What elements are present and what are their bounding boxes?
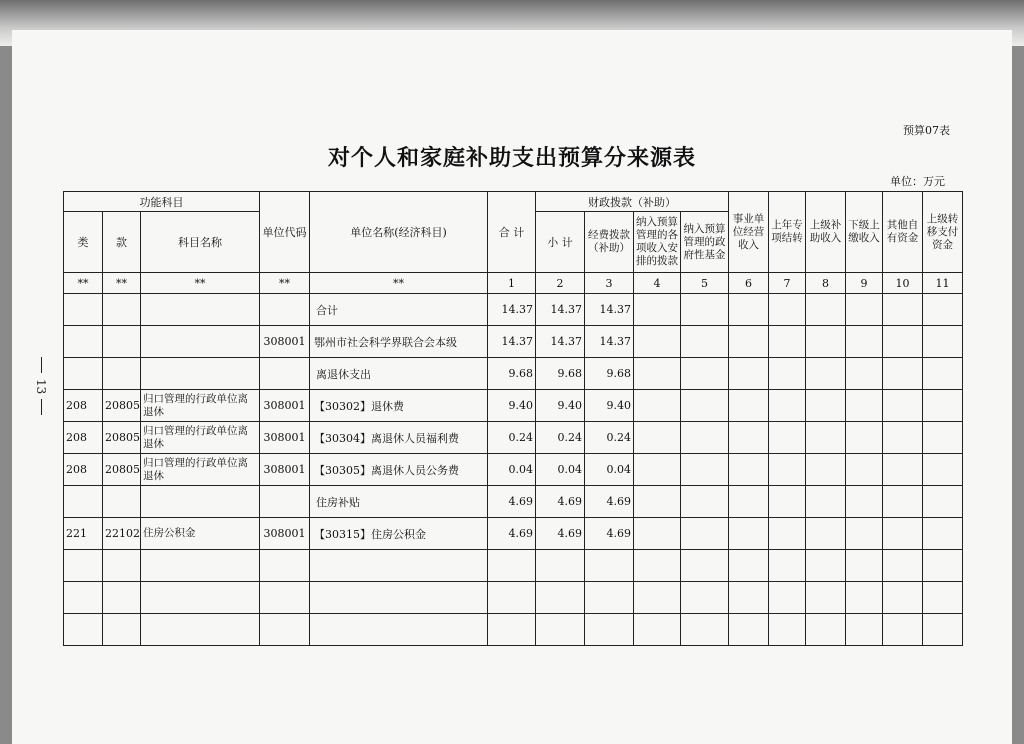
cell-code: 308001 [260, 390, 310, 422]
cell-code: 308001 [260, 326, 310, 358]
cell-empty [806, 390, 846, 422]
cell-subtotal: 4.69 [536, 518, 585, 550]
cell-lei [64, 486, 103, 518]
cell-code: 308001 [260, 422, 310, 454]
cell-empty [769, 582, 806, 614]
cell-empty [729, 390, 769, 422]
cell-empty [634, 614, 681, 646]
cell-empty [769, 358, 806, 390]
cell-empty [846, 582, 883, 614]
cell-empty [634, 358, 681, 390]
empty-row [64, 614, 963, 646]
header-lower-remit: 下级上缴收入 [846, 192, 883, 273]
cell-empty [729, 294, 769, 326]
header-business-income: 事业单位经营收入 [729, 192, 769, 273]
cell-empty [806, 326, 846, 358]
cell-empty [883, 390, 923, 422]
cell-empty [883, 518, 923, 550]
cell-empty [883, 486, 923, 518]
cell-code [260, 294, 310, 326]
column-number-cell: 10 [883, 273, 923, 294]
header-fiscal: 财政拨款（补助） [536, 192, 729, 212]
cell-kuan [103, 294, 141, 326]
cell-empty [846, 358, 883, 390]
cell-empty [846, 326, 883, 358]
cell-subtotal: 14.37 [536, 294, 585, 326]
header-unit-code: 单位代码 [260, 192, 310, 273]
cell-empty [310, 550, 488, 582]
header-upper-subsidy: 上级补助收入 [806, 192, 846, 273]
column-number-cell: ** [141, 273, 260, 294]
cell-empty [681, 550, 729, 582]
header-func-subject: 功能科目 [64, 192, 260, 212]
column-number-cell: 5 [681, 273, 729, 294]
cell-empty [585, 550, 634, 582]
cell-empty [634, 454, 681, 486]
cell-empty [883, 582, 923, 614]
cell-empty [729, 454, 769, 486]
document-title: 对个人和家庭补助支出预算分来源表 [327, 145, 696, 171]
cell-empty [769, 518, 806, 550]
cell-empty [729, 486, 769, 518]
column-number-cell: 4 [634, 273, 681, 294]
cell-empty [846, 454, 883, 486]
cell-empty [923, 486, 963, 518]
header-gov-fund: 纳入预算管理的政府性基金 [681, 212, 729, 273]
cell-empty [769, 326, 806, 358]
cell-lei [64, 294, 103, 326]
header-expense-grant: 经费拨款（补助） [585, 212, 634, 273]
cell-code: 308001 [260, 518, 310, 550]
cell-empty [806, 550, 846, 582]
cell-empty [883, 358, 923, 390]
column-number-cell: ** [64, 273, 103, 294]
cell-empty [769, 454, 806, 486]
cell-grant: 14.37 [585, 326, 634, 358]
cell-subject [141, 358, 260, 390]
cell-empty [634, 550, 681, 582]
cell-empty [846, 294, 883, 326]
cell-empty [634, 486, 681, 518]
cell-empty [846, 486, 883, 518]
cell-lei [64, 358, 103, 390]
table-row [64, 422, 963, 454]
cell-empty [585, 614, 634, 646]
header-lei: 类 [64, 212, 103, 273]
cell-kuan: 20805 [103, 422, 141, 454]
cell-empty [64, 550, 103, 582]
budget-table [63, 191, 963, 646]
cell-empty [883, 454, 923, 486]
cell-total: 14.37 [488, 326, 536, 358]
cell-empty [729, 326, 769, 358]
cell-empty [634, 326, 681, 358]
form-code: 预算07表 [903, 124, 950, 137]
cell-empty [64, 614, 103, 646]
cell-grant: 0.24 [585, 422, 634, 454]
cell-empty [806, 614, 846, 646]
cell-empty [260, 614, 310, 646]
header-prev-special: 上年专项结转 [769, 192, 806, 273]
cell-lei [64, 326, 103, 358]
table-row [64, 294, 963, 326]
cell-total: 0.24 [488, 422, 536, 454]
cell-empty [846, 518, 883, 550]
column-number-cell: 11 [923, 273, 963, 294]
cell-empty [846, 550, 883, 582]
cell-lei: 221 [64, 518, 103, 550]
cell-kuan: 20805 [103, 390, 141, 422]
cell-empty [769, 486, 806, 518]
cell-subtotal: 4.69 [536, 486, 585, 518]
cell-total: 0.04 [488, 454, 536, 486]
header-kuan: 款 [103, 212, 141, 273]
cell-grant: 0.04 [585, 454, 634, 486]
cell-lei: 208 [64, 422, 103, 454]
cell-lei: 208 [64, 454, 103, 486]
cell-kuan [103, 326, 141, 358]
cell-empty [488, 582, 536, 614]
cell-empty [634, 518, 681, 550]
cell-code [260, 358, 310, 390]
cell-kuan: 20805 [103, 454, 141, 486]
cell-empty [883, 294, 923, 326]
cell-empty [769, 422, 806, 454]
cell-empty [923, 518, 963, 550]
cell-empty [634, 390, 681, 422]
cell-total: 4.69 [488, 486, 536, 518]
cell-empty [585, 582, 634, 614]
cell-empty [923, 582, 963, 614]
cell-empty [681, 358, 729, 390]
cell-empty [883, 614, 923, 646]
cell-empty [883, 550, 923, 582]
cell-total: 14.37 [488, 294, 536, 326]
cell-name: 【30304】离退休人员福利费 [310, 422, 488, 454]
cell-empty [141, 582, 260, 614]
page-number [34, 355, 48, 417]
cell-total: 4.69 [488, 518, 536, 550]
header-unit-name: 单位名称(经济科目) [310, 192, 488, 273]
cell-empty [923, 614, 963, 646]
cell-empty [923, 454, 963, 486]
cell-empty [103, 582, 141, 614]
cell-empty [141, 550, 260, 582]
column-number-cell: ** [310, 273, 488, 294]
cell-empty [64, 582, 103, 614]
cell-subject [141, 326, 260, 358]
cell-name: 离退休支出 [310, 358, 488, 390]
cell-subtotal: 9.40 [536, 390, 585, 422]
cell-subject: 住房公积金 [141, 518, 260, 550]
cell-empty [681, 294, 729, 326]
cell-empty [923, 422, 963, 454]
cell-empty [681, 582, 729, 614]
cell-empty [806, 358, 846, 390]
cell-empty [806, 454, 846, 486]
cell-name: 住房补贴 [310, 486, 488, 518]
header-other-own: 其他自有资金 [883, 192, 923, 273]
column-number-cell: 7 [769, 273, 806, 294]
cell-subject [141, 486, 260, 518]
cell-empty [729, 550, 769, 582]
unit-label: 单位：万元 [890, 175, 945, 188]
cell-empty [103, 550, 141, 582]
cell-code: 308001 [260, 454, 310, 486]
cell-empty [729, 422, 769, 454]
cell-subtotal: 9.68 [536, 358, 585, 390]
cell-subtotal: 14.37 [536, 326, 585, 358]
cell-grant: 4.69 [585, 486, 634, 518]
header-total: 合 计 [488, 192, 536, 273]
cell-empty [634, 422, 681, 454]
cell-empty [883, 326, 923, 358]
cell-total: 9.68 [488, 358, 536, 390]
cell-total: 9.40 [488, 390, 536, 422]
cell-subtotal: 0.04 [536, 454, 585, 486]
cell-empty [923, 294, 963, 326]
cell-name: 合计 [310, 294, 488, 326]
cell-subject: 归口管理的行政单位离退休 [141, 454, 260, 486]
cell-empty [883, 422, 923, 454]
cell-empty [769, 550, 806, 582]
table-row [64, 486, 963, 518]
cell-empty [806, 422, 846, 454]
column-number-cell: ** [103, 273, 141, 294]
cell-grant: 9.68 [585, 358, 634, 390]
cell-empty [488, 550, 536, 582]
column-number-cell: 8 [806, 273, 846, 294]
cell-name: 【30302】退休费 [310, 390, 488, 422]
cell-empty [488, 614, 536, 646]
cell-empty [536, 614, 585, 646]
table-row [64, 326, 963, 358]
column-number-cell: 9 [846, 273, 883, 294]
cell-empty [769, 614, 806, 646]
cell-empty [806, 294, 846, 326]
header-upper-transfer: 上级转移支付资金 [923, 192, 963, 273]
cell-subject [141, 294, 260, 326]
cell-subject: 归口管理的行政单位离退休 [141, 422, 260, 454]
cell-empty [729, 518, 769, 550]
cell-empty [681, 390, 729, 422]
cell-grant: 14.37 [585, 294, 634, 326]
table-row [64, 390, 963, 422]
cell-empty [729, 358, 769, 390]
page-number-text: 13 [34, 379, 48, 395]
cell-subtotal: 0.24 [536, 422, 585, 454]
cell-kuan [103, 486, 141, 518]
cell-empty [806, 486, 846, 518]
cell-empty [103, 614, 141, 646]
cell-empty [729, 614, 769, 646]
empty-row [64, 582, 963, 614]
cell-empty [536, 582, 585, 614]
cell-empty [310, 582, 488, 614]
column-number-cell: ** [260, 273, 310, 294]
cell-empty [846, 390, 883, 422]
cell-empty [806, 582, 846, 614]
cell-empty [729, 582, 769, 614]
empty-row [64, 550, 963, 582]
cell-kuan [103, 358, 141, 390]
cell-grant: 9.40 [585, 390, 634, 422]
cell-empty [681, 454, 729, 486]
cell-empty [846, 614, 883, 646]
cell-empty [141, 614, 260, 646]
cell-empty [634, 582, 681, 614]
cell-empty [806, 518, 846, 550]
column-number-cell: 3 [585, 273, 634, 294]
cell-empty [923, 326, 963, 358]
cell-empty [923, 550, 963, 582]
cell-empty [260, 550, 310, 582]
cell-empty [536, 550, 585, 582]
cell-empty [681, 486, 729, 518]
cell-empty [923, 358, 963, 390]
header-subtotal: 小 计 [536, 212, 585, 273]
cell-empty [923, 390, 963, 422]
cell-kuan: 22102 [103, 518, 141, 550]
cell-empty [260, 582, 310, 614]
cell-empty [310, 614, 488, 646]
table-row [64, 454, 963, 486]
cell-empty [769, 294, 806, 326]
cell-empty [681, 614, 729, 646]
cell-grant: 4.69 [585, 518, 634, 550]
cell-lei: 208 [64, 390, 103, 422]
header-subject-name: 科目名称 [141, 212, 260, 273]
column-number-cell: 6 [729, 273, 769, 294]
table-row [64, 358, 963, 390]
header-budget-mgmt-income: 纳入预算管理的各项收入安排的拨款 [634, 212, 681, 273]
cell-empty [634, 294, 681, 326]
column-number-cell: 1 [488, 273, 536, 294]
cell-name: 【30315】住房公积金 [310, 518, 488, 550]
table-row [64, 518, 963, 550]
column-number-cell: 2 [536, 273, 585, 294]
cell-empty [846, 422, 883, 454]
cell-name: 【30305】离退休人员公务费 [310, 454, 488, 486]
cell-empty [769, 390, 806, 422]
cell-empty [681, 518, 729, 550]
cell-empty [681, 326, 729, 358]
cell-subject: 归口管理的行政单位离退休 [141, 390, 260, 422]
cell-name: 鄂州市社会科学界联合会本级 [310, 326, 488, 358]
cell-code [260, 486, 310, 518]
cell-empty [681, 422, 729, 454]
